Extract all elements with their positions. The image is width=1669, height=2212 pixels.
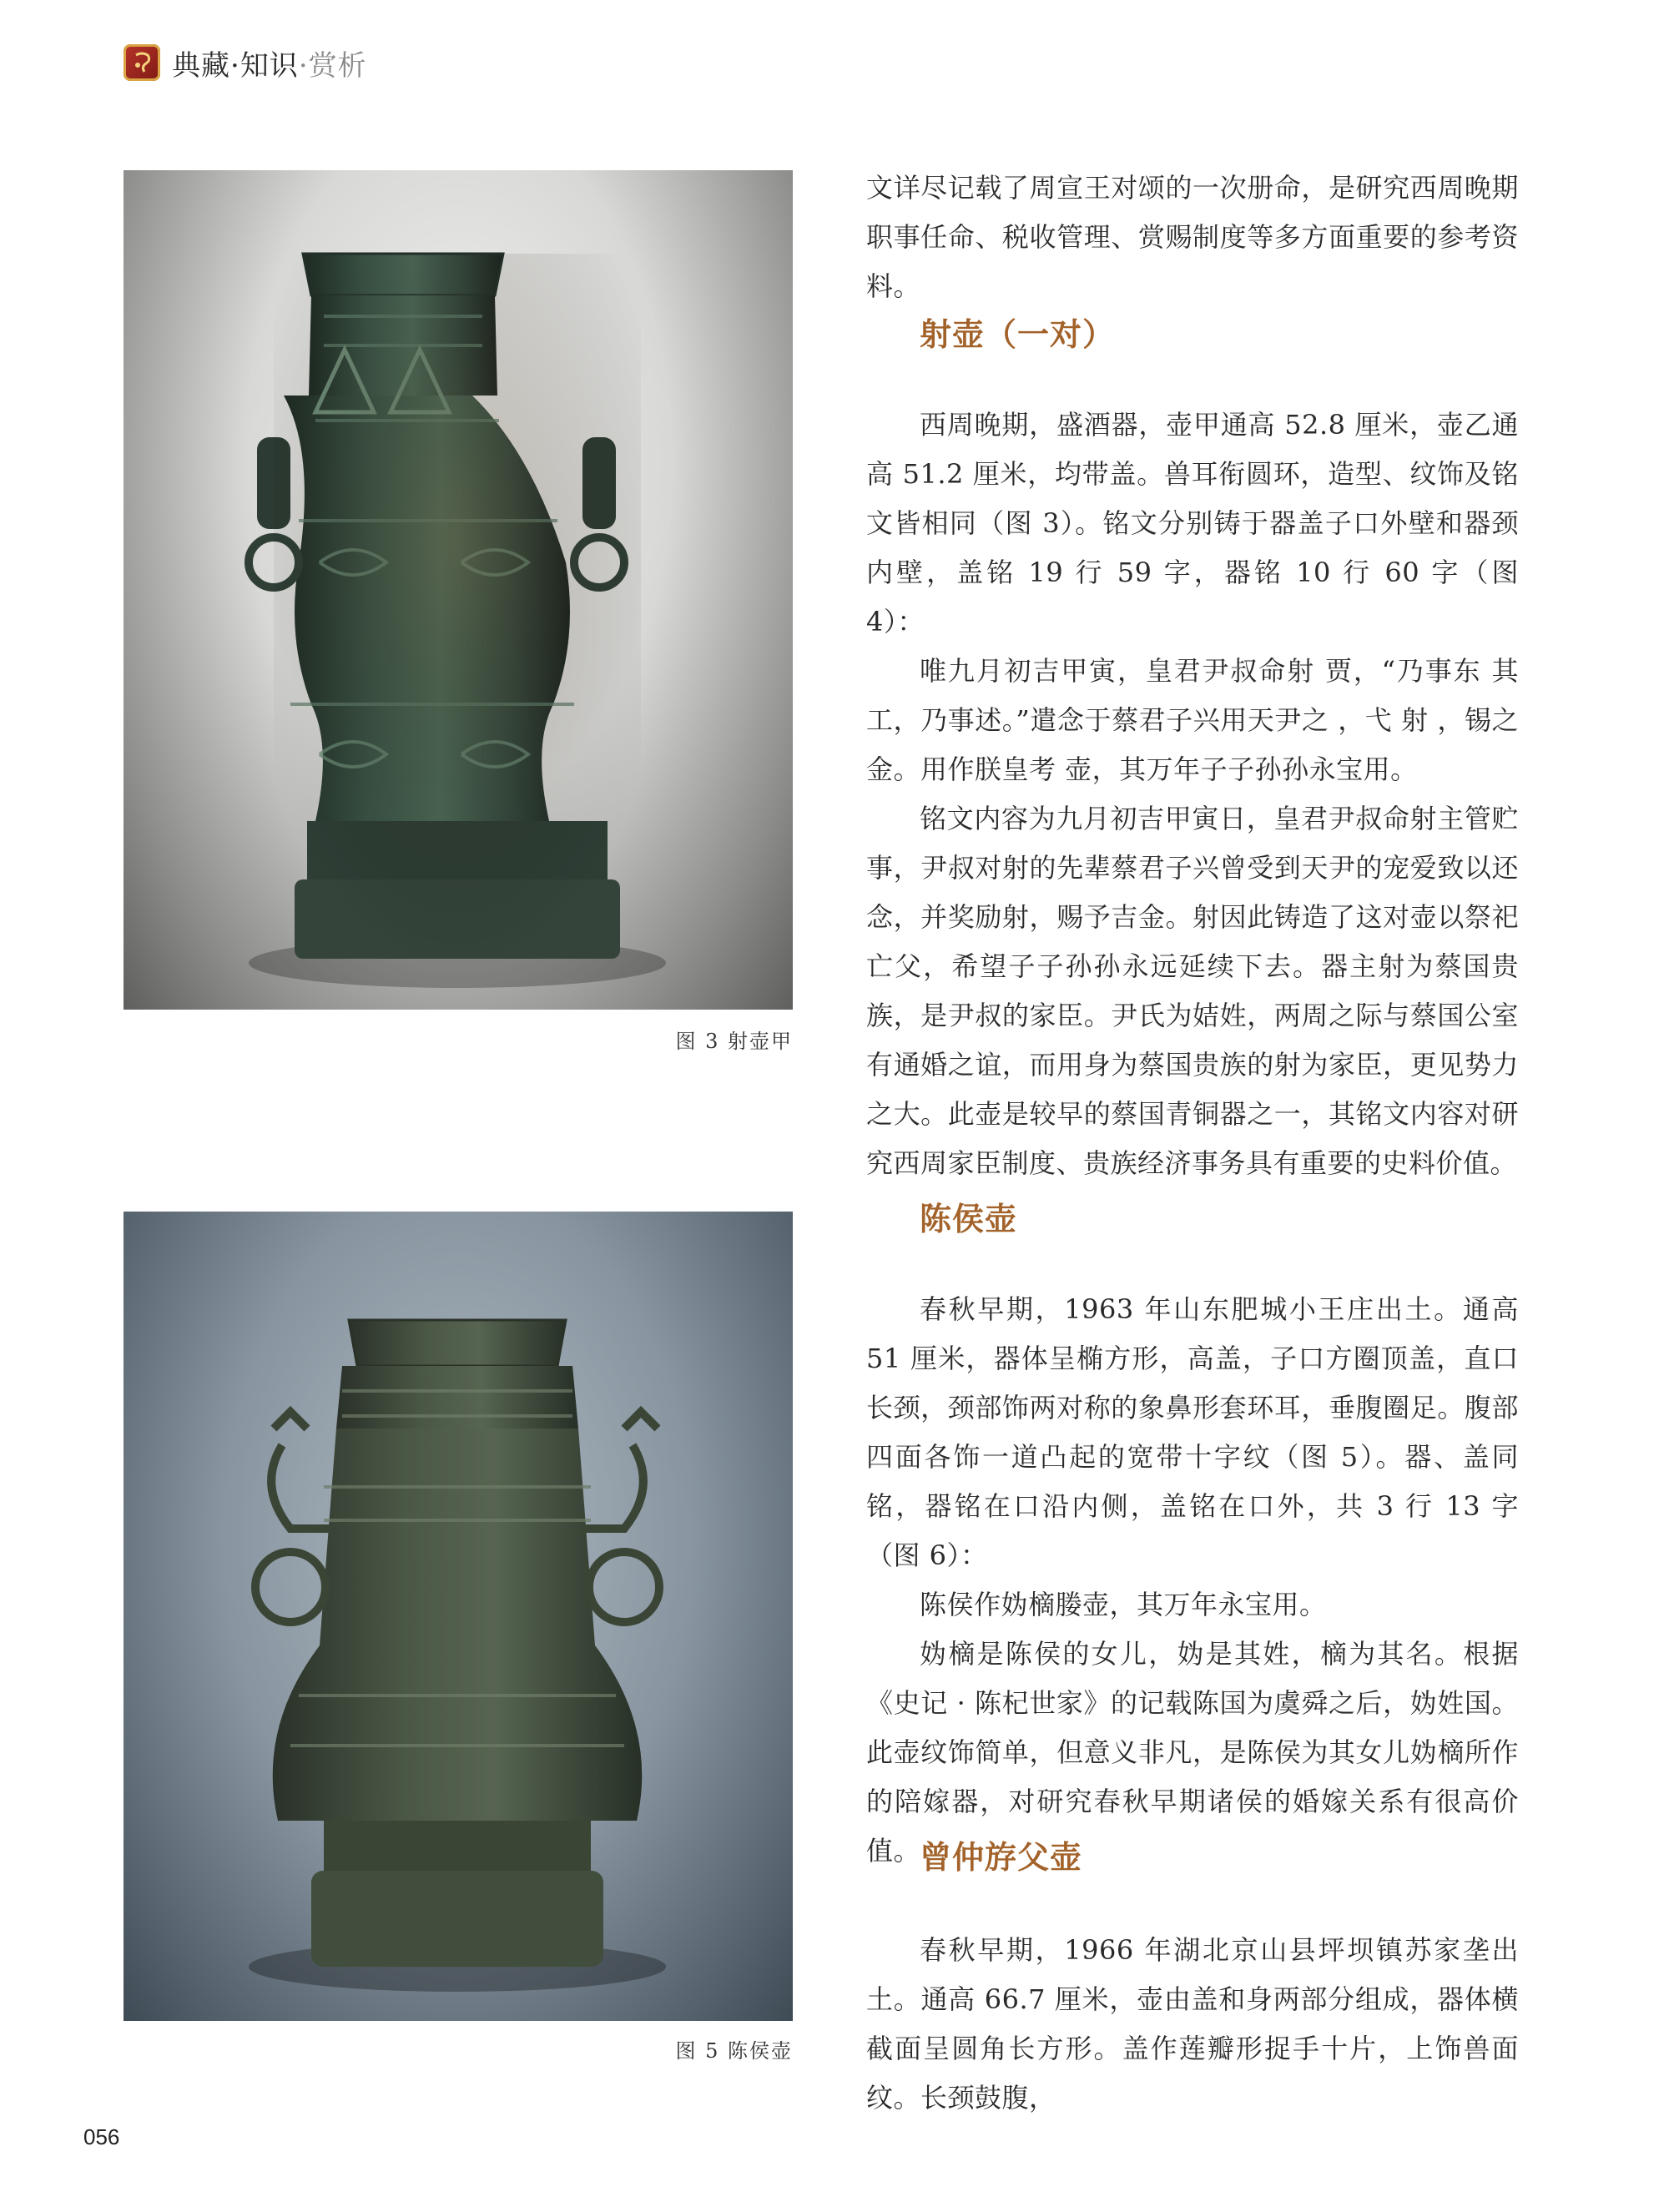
header-separator: · [298,48,309,83]
paragraph: 文详尽记载了周宣王对颂的一次册命，是研究西周晚期职事任命、税收管理、赏赐制度等多方面重要的参考资料。 [866,172,1519,302]
paragraph: 铭文内容为九月初吉甲寅日，皇君尹叔命射主管贮事，尹叔对射的先辈蔡君子兴曾受到天尹的宠爱致以还念，并奖励射，赐予吉金。射因此铸造了这对壶以祭祀亡父，希望子子孙孙永远延续下去。器主射为蔡国贵族，是尹叔的家臣。尹氏为姞姓，两周之际与蔡国公室有通婚之谊，而用身为蔡国贵族的射为家臣，更见势力之大。此壶是较早的蔡国青铜器之一，其铭文内容对研究西周家臣制度、贵族经济事务具有重要的史料价值。 [866,803,1519,1179]
inscription-paragraph: 陈侯作妫樀媵壶，其万年永宝用。 [920,1589,1327,1620]
header-brand: 典藏 [172,48,230,83]
paragraph: 妫樀是陈侯的女儿，妫是其姓，樀为其名。根据《史记 · 陈杞世家》的记载陈国为虞舜之后，妫姓国。此壶纹饰简单，但意义非凡，是陈侯为其女儿妫樀所作的陪嫁器，对研究春秋早期诸侯的婚嫁关系有很高价值。 [866,1638,1519,1867]
section-body-she-hu [866,401,1519,1188]
running-header [124,43,367,82]
paragraph: 春秋早期，1963 年山东肥城小王庄出土。通高 51 厘米，器体呈椭方形，高盖，子口方圈顶盖，直口长颈，颈部饰两对称的象鼻形套环耳，垂腹圈足。腹部四面各饰一道凸起的宽带十字纹（图 5）。器、盖同铭，器铭在口沿内侧，盖铭在口外，共 3 行 13 字（图 6）： [866,1293,1519,1571]
magazine-logo-icon [124,44,160,81]
section-heading-zeng-zhong-you-fu-hu: 曾仲斿父壶 [920,1838,1083,1876]
figure-she-hu-photo [124,170,793,1010]
intro-continuation [866,164,1519,311]
figure-caption: 图 3 射壶甲 [675,1030,793,1053]
section-body-zeng-zhong-you-fu-hu [866,1926,1519,2123]
section-body-chen-hou-hu [866,1285,1519,1876]
paragraph: 春秋早期，1966 年湖北京山县坪坝镇苏家垄出土。通高 66.7 厘米，壶由盖和身两部分组成，器体横截面呈圆角长方形。盖作莲瓣形捉手十片，上饰兽面纹。长颈鼓腹， [866,1934,1519,2114]
header-part-knowledge: 知识 [240,48,299,83]
section-title [172,43,367,83]
section-heading-chen-hou-hu: 陈侯壶 [920,1200,1018,1237]
inscription-paragraph: 唯九月初吉甲寅，皇君尹叔命射 贾，“乃事东 其工，乃事述。”遣念于蔡君子兴用天尹之 ，弋 射 ，锡之金。用作朕皇考 壶，其万年子子孙孙永宝用。 [866,655,1519,785]
header-part-appreciation: 赏析 [308,48,367,83]
paragraph: 西周晚期，盛酒器，壶甲通高 52.8 厘米，壶乙通高 51.2 厘米，均带盖。兽耳衔圆环，造型、纹饰及铭文皆相同（图 3）。铭文分别铸于器盖子口外壁和器颈内壁，盖铭 19 行 59 字，器铭 10 行 60 字（图 4）： [866,409,1519,637]
figure-caption: 图 5 陈侯壶 [675,2039,793,2063]
figure-chen-hou-hu-photo [124,1212,793,2021]
section-heading-she-hu: 射壶（一对） [920,315,1116,353]
header-separator: · [230,48,240,83]
page-number: 056 [83,2124,120,2149]
